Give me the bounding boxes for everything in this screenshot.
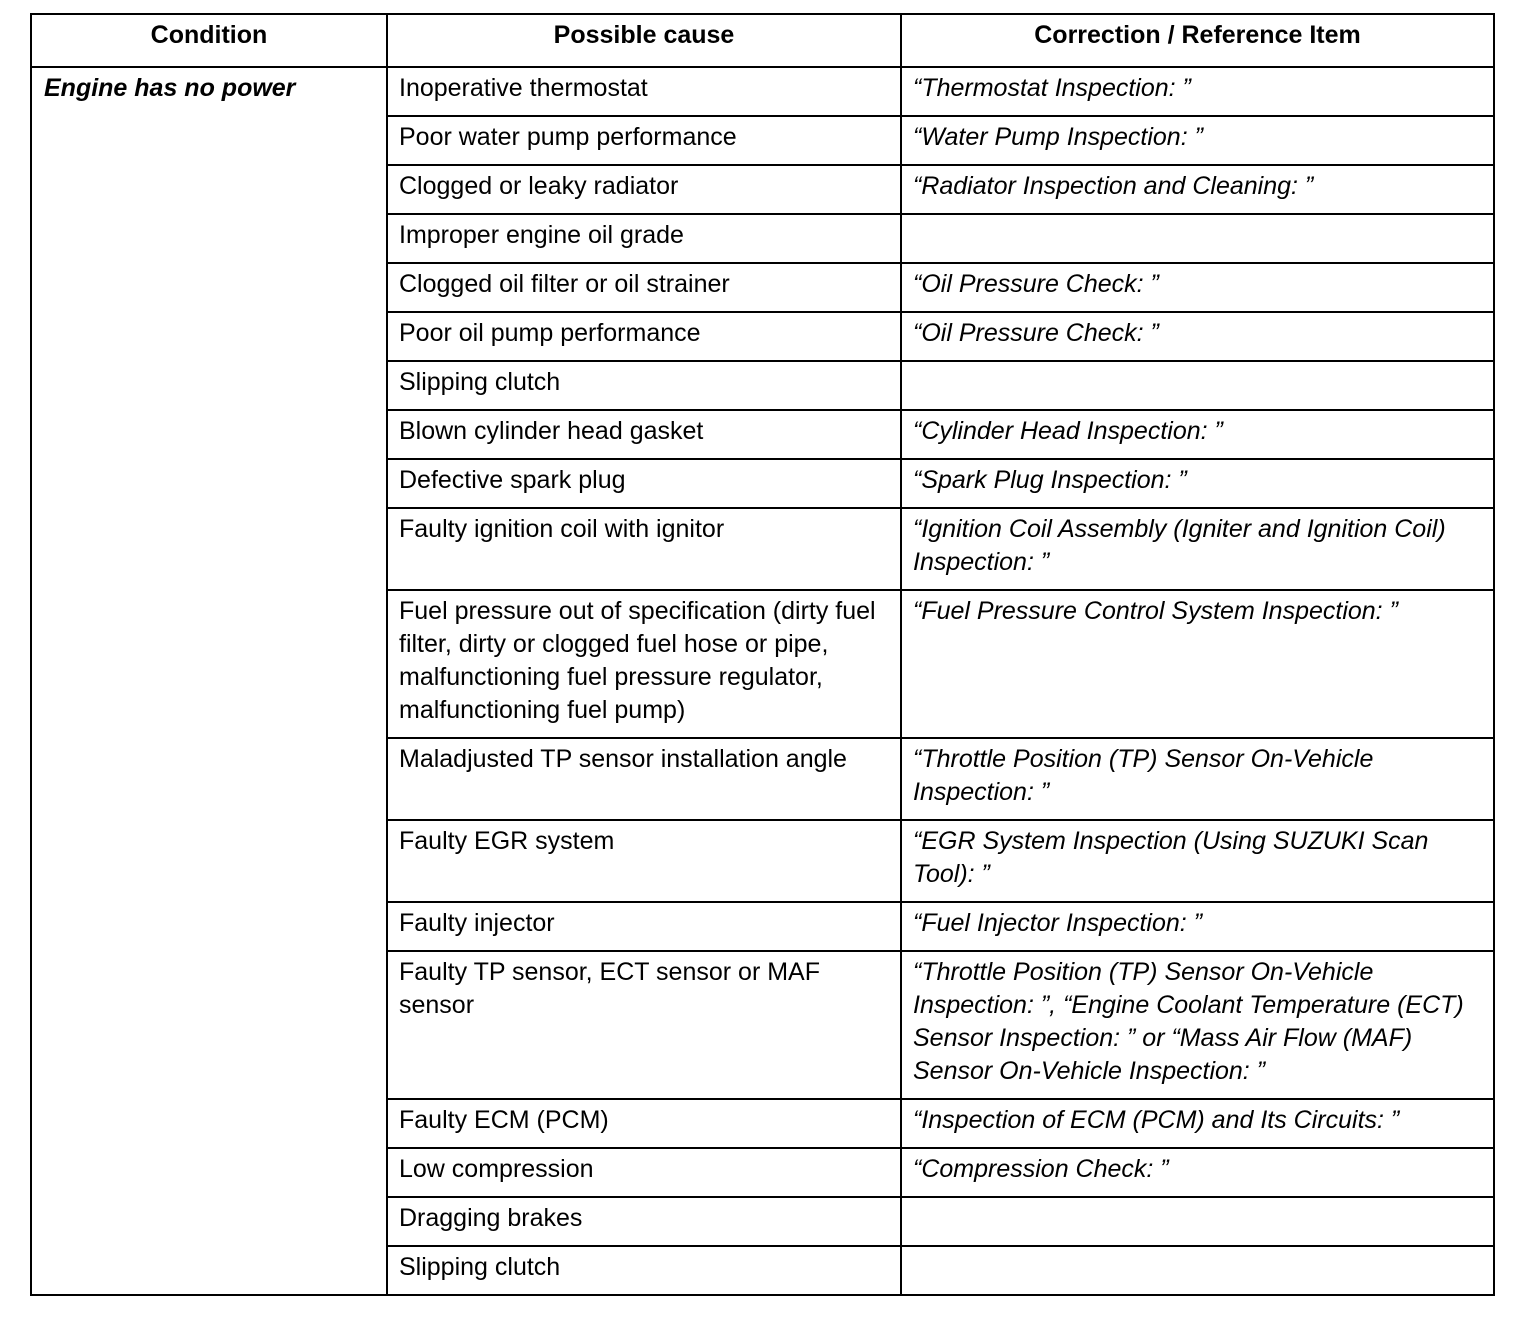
possible-cause-cell: Inoperative thermostat — [387, 67, 901, 116]
possible-cause-cell: Defective spark plug — [387, 459, 901, 508]
reference-item-cell — [901, 214, 1494, 263]
possible-cause-cell: Faulty ignition coil with ignitor — [387, 508, 901, 590]
header-correction-reference: Correction / Reference Item — [901, 14, 1494, 67]
reference-item-cell: “Fuel Pressure Control System Inspection: ” — [901, 590, 1494, 738]
header-possible-cause: Possible cause — [387, 14, 901, 67]
reference-item-cell: “Inspection of ECM (PCM) and Its Circuits: ” — [901, 1099, 1494, 1148]
table-body — [31, 67, 1494, 1295]
reference-item-cell: “Oil Pressure Check: ” — [901, 312, 1494, 361]
possible-cause-cell: Faulty EGR system — [387, 820, 901, 902]
reference-item-cell: “Fuel Injector Inspection: ” — [901, 902, 1494, 951]
possible-cause-cell: Low compression — [387, 1148, 901, 1197]
header-row — [31, 14, 1494, 67]
reference-item-cell: “Throttle Position (TP) Sensor On-Vehicle Inspection: ”, “Engine Coolant Temperature (ECT) Sensor Inspection: ” or “Mass Air Flow (MAF) Sensor On-Vehicle Inspection: ” — [901, 951, 1494, 1099]
header-condition: Condition — [31, 14, 387, 67]
reference-item-cell: “Ignition Coil Assembly (Igniter and Ignition Coil) Inspection: ” — [901, 508, 1494, 590]
table-row — [31, 67, 1494, 116]
possible-cause-cell: Poor water pump performance — [387, 116, 901, 165]
possible-cause-cell: Clogged oil filter or oil strainer — [387, 263, 901, 312]
possible-cause-cell: Fuel pressure out of specification (dirty fuel filter, dirty or clogged fuel hose or pipe, malfunctioning fuel pressure regulator, malfunctioning fuel pump) — [387, 590, 901, 738]
possible-cause-cell: Maladjusted TP sensor installation angle — [387, 738, 901, 820]
possible-cause-cell: Faulty ECM (PCM) — [387, 1099, 901, 1148]
troubleshooting-table-container — [30, 13, 1493, 1296]
reference-item-cell: “Thermostat Inspection: ” — [901, 67, 1494, 116]
possible-cause-cell: Slipping clutch — [387, 361, 901, 410]
reference-item-cell: “Compression Check: ” — [901, 1148, 1494, 1197]
possible-cause-cell: Blown cylinder head gasket — [387, 410, 901, 459]
possible-cause-cell: Clogged or leaky radiator — [387, 165, 901, 214]
possible-cause-cell: Faulty injector — [387, 902, 901, 951]
possible-cause-cell: Dragging brakes — [387, 1197, 901, 1246]
troubleshooting-table — [30, 13, 1495, 1296]
reference-item-cell — [901, 361, 1494, 410]
reference-item-cell: “Water Pump Inspection: ” — [901, 116, 1494, 165]
possible-cause-cell: Faulty TP sensor, ECT sensor or MAF sensor — [387, 951, 901, 1099]
reference-item-cell: “Cylinder Head Inspection: ” — [901, 410, 1494, 459]
reference-item-cell: “Spark Plug Inspection: ” — [901, 459, 1494, 508]
condition-cell: Engine has no power — [31, 67, 387, 1295]
reference-item-cell: “Throttle Position (TP) Sensor On-Vehicle Inspection: ” — [901, 738, 1494, 820]
possible-cause-cell: Poor oil pump performance — [387, 312, 901, 361]
possible-cause-cell: Improper engine oil grade — [387, 214, 901, 263]
reference-item-cell: “EGR System Inspection (Using SUZUKI Scan Tool): ” — [901, 820, 1494, 902]
reference-item-cell — [901, 1197, 1494, 1246]
reference-item-cell — [901, 1246, 1494, 1295]
reference-item-cell: “Radiator Inspection and Cleaning: ” — [901, 165, 1494, 214]
possible-cause-cell: Slipping clutch — [387, 1246, 901, 1295]
reference-item-cell: “Oil Pressure Check: ” — [901, 263, 1494, 312]
